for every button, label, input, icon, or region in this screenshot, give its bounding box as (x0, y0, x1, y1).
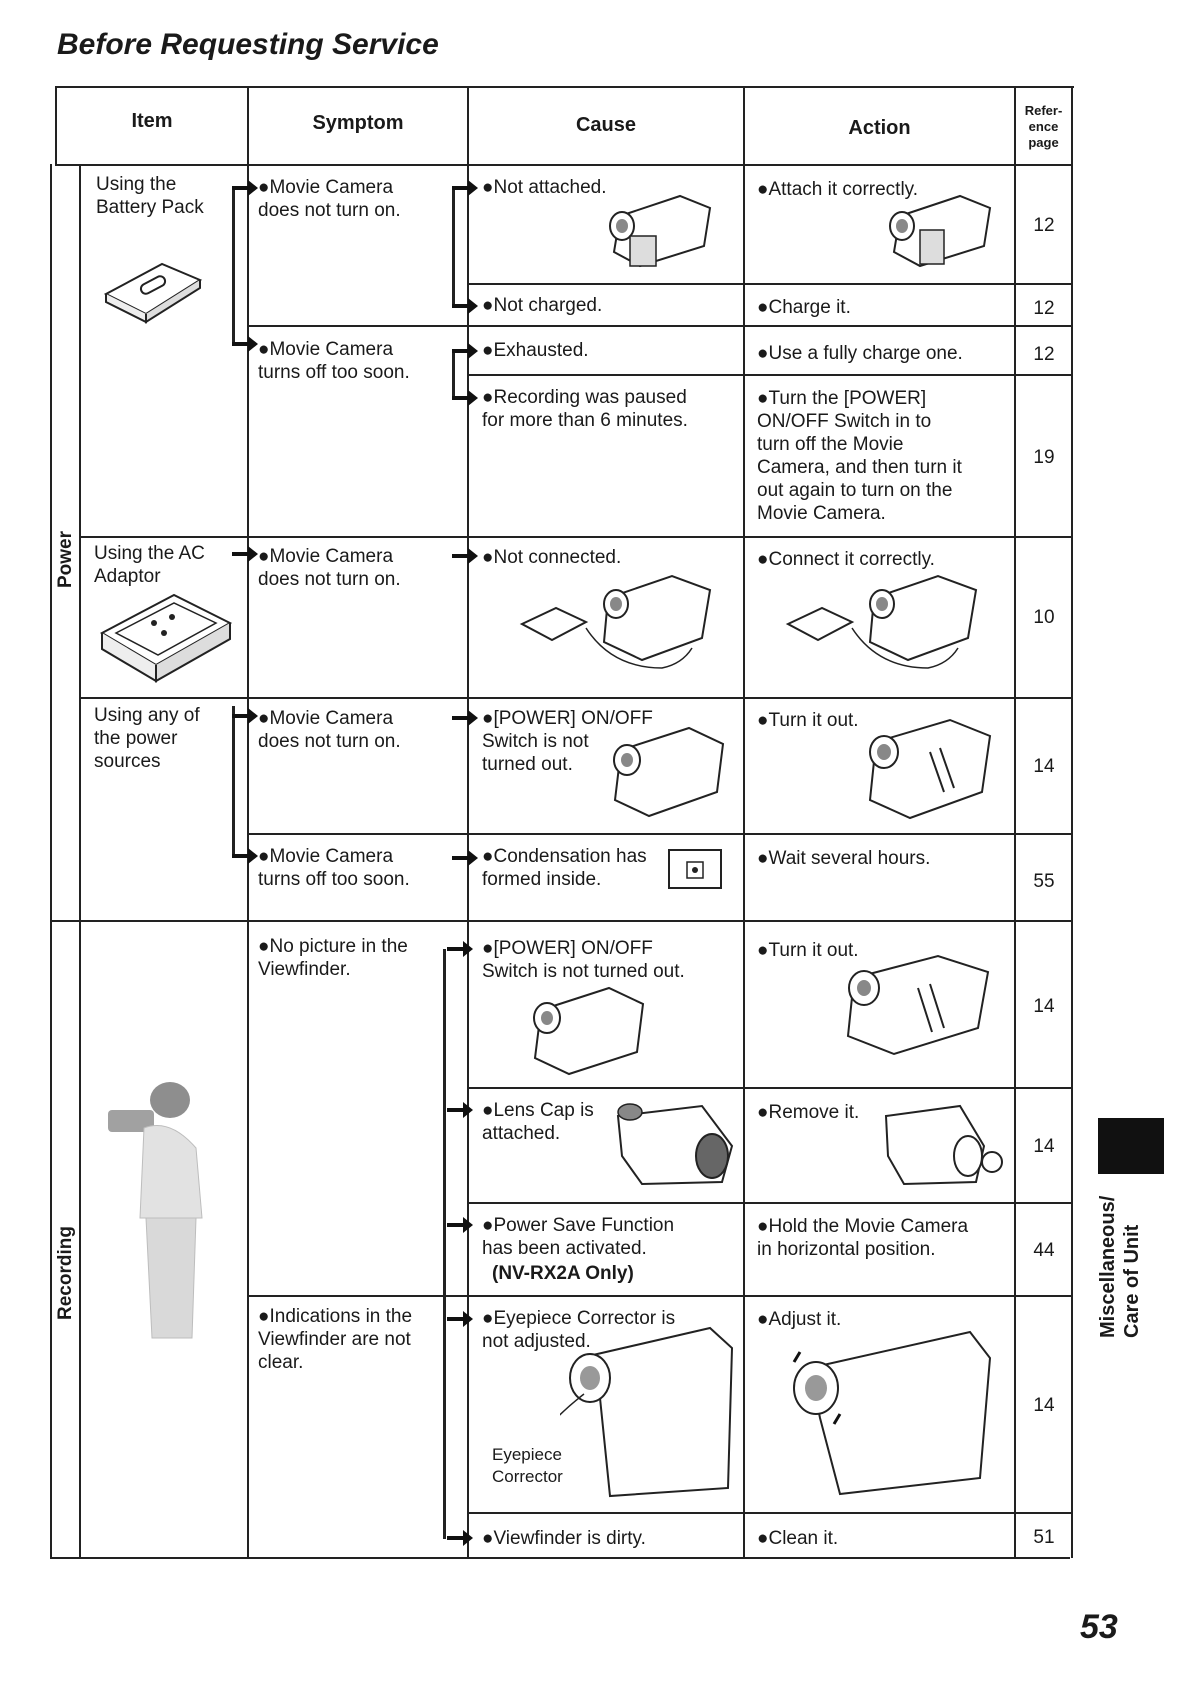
page-number: 53 (1080, 1608, 1118, 1646)
reference-page: 55 (1033, 871, 1055, 892)
arrow-icon (232, 546, 258, 562)
cause-8: ●[POWER] ON/OFF Switch is not turned out. (482, 938, 685, 982)
reference-page: 12 (1033, 215, 1055, 236)
header-action: Action (848, 117, 911, 139)
cause-12: ●Viewfinder is dirty. (482, 1528, 646, 1549)
arrow-icon (447, 1217, 473, 1233)
cause-11: ●Eyepiece Corrector is not adjusted. (482, 1308, 676, 1352)
action-9: ●Remove it. (757, 1102, 860, 1123)
camera-turn-out-illustration (860, 712, 1000, 827)
section-tab-label: Miscellaneous/ Care of Unit (1097, 1195, 1143, 1338)
symptom-3: ●Movie Camera does not turn on. (258, 546, 401, 590)
symptom-7: ●Indications in the Viewfinder are not clear. (258, 1306, 413, 1373)
header-item: Item (131, 110, 173, 132)
camera-remove-lens-cap-illustration (880, 1096, 1010, 1192)
camera-battery-illustration (600, 186, 720, 276)
section-tab-marker (1098, 1118, 1164, 1174)
arrow-icon (452, 390, 478, 406)
camera-lens-cap-illustration (612, 1096, 737, 1188)
cause-10: ●Power Save Function has been activated. (482, 1215, 675, 1259)
camera-battery-attached-illustration (880, 186, 1000, 276)
reference-page: 51 (1033, 1527, 1055, 1548)
reference-page: 12 (1033, 344, 1055, 365)
item-ac-adaptor: Using the AC Adaptor (94, 543, 205, 587)
arrow-icon (232, 848, 258, 864)
reference-page: 14 (1033, 1136, 1055, 1157)
cause-9: ●Lens Cap is attached. (482, 1100, 594, 1144)
arrow-icon (452, 343, 478, 359)
arrow-icon (447, 1102, 473, 1118)
arrow-icon (232, 180, 258, 196)
cause-1: ●Not attached. (482, 177, 607, 198)
item-battery-pack: Using the Battery Pack (96, 174, 204, 218)
person-with-camera-illustration (100, 1078, 220, 1348)
ac-adaptor-illustration (94, 583, 239, 688)
cause-5: ●Not connected. (482, 547, 622, 568)
battery-pack-illustration (100, 258, 205, 326)
condensation-indicator-icon (667, 848, 723, 890)
reference-page: 14 (1033, 996, 1055, 1017)
reference-page: 12 (1033, 298, 1055, 319)
action-8: ●Turn it out. (757, 940, 859, 961)
cause-3: ●Exhausted. (482, 340, 589, 361)
page-title: Before Requesting Service (57, 28, 439, 61)
arrow-icon (232, 708, 258, 724)
camera-eyepiece-corrector-illustration (560, 1318, 740, 1500)
group-label-power: Power (55, 530, 76, 588)
symptom-1: ●Movie Camera does not turn on. (258, 177, 401, 221)
reference-page: 19 (1033, 447, 1055, 468)
header-symptom: Symptom (312, 112, 404, 134)
cause-6: ●[POWER] ON/OFF Switch is not turned out. (482, 708, 653, 775)
action-1: ●Attach it correctly. (757, 179, 919, 200)
action-10: ●Hold the Movie Camera in horizontal position. (757, 1216, 969, 1260)
action-6: ●Turn it out. (757, 710, 859, 731)
reference-page: 10 (1033, 607, 1055, 628)
camera-ac-adaptor-connected-illustration (778, 568, 988, 678)
cause-7: ●Condensation has formed inside. (482, 846, 647, 890)
header-reference-page: Refer- ence page (1024, 103, 1063, 150)
camera-ac-adaptor-illustration (512, 568, 722, 678)
reference-page: 14 (1033, 1395, 1055, 1416)
arrow-icon (452, 298, 478, 314)
camera-adjust-eyepiece-illustration (770, 1318, 1000, 1498)
item-any-power-source: Using any of the power sources (94, 705, 200, 772)
action-12: ●Clean it. (757, 1528, 839, 1549)
cause-2: ●Not charged. (482, 295, 603, 316)
symptom-6: ●No picture in the Viewfinder. (258, 936, 408, 980)
camera-power-switch-illustration (605, 720, 730, 825)
reference-page: 14 (1033, 756, 1055, 777)
cause-10-model-note: (NV-RX2A Only) (492, 1263, 634, 1284)
camera-power-switch-2-illustration (525, 980, 650, 1080)
action-7: ●Wait several hours. (757, 848, 931, 869)
action-2: ●Charge it. (757, 297, 851, 318)
arrow-icon (452, 710, 478, 726)
action-5: ●Connect it correctly. (757, 549, 935, 570)
arrow-icon (447, 1530, 473, 1546)
symptom-5: ●Movie Camera turns off too soon. (258, 846, 410, 890)
group-label-recording: Recording (55, 1226, 76, 1320)
action-3: ●Use a fully charge one. (757, 343, 963, 364)
arrow-icon (447, 1311, 473, 1327)
cause-4: ●Recording was paused for more than 6 minutes. (482, 387, 688, 431)
eyepiece-corrector-label: Eyepiece Corrector (492, 1445, 563, 1486)
camera-turn-out-2-illustration (838, 948, 998, 1060)
reference-page: 44 (1033, 1240, 1055, 1261)
arrow-icon (452, 850, 478, 866)
arrow-icon (447, 941, 473, 957)
arrow-icon (452, 548, 478, 564)
arrow-icon (452, 180, 478, 196)
action-4: ●Turn the [POWER] ON/OFF Switch in to turn off the Movie Camera, and then turn it out again to turn on the Movie Camera. (757, 388, 962, 524)
arrow-icon (232, 336, 258, 352)
symptom-4: ●Movie Camera does not turn on. (258, 708, 401, 752)
action-11: ●Adjust it. (757, 1309, 842, 1330)
header-cause: Cause (575, 114, 637, 136)
symptom-2: ●Movie Camera turns off too soon. (258, 339, 410, 383)
